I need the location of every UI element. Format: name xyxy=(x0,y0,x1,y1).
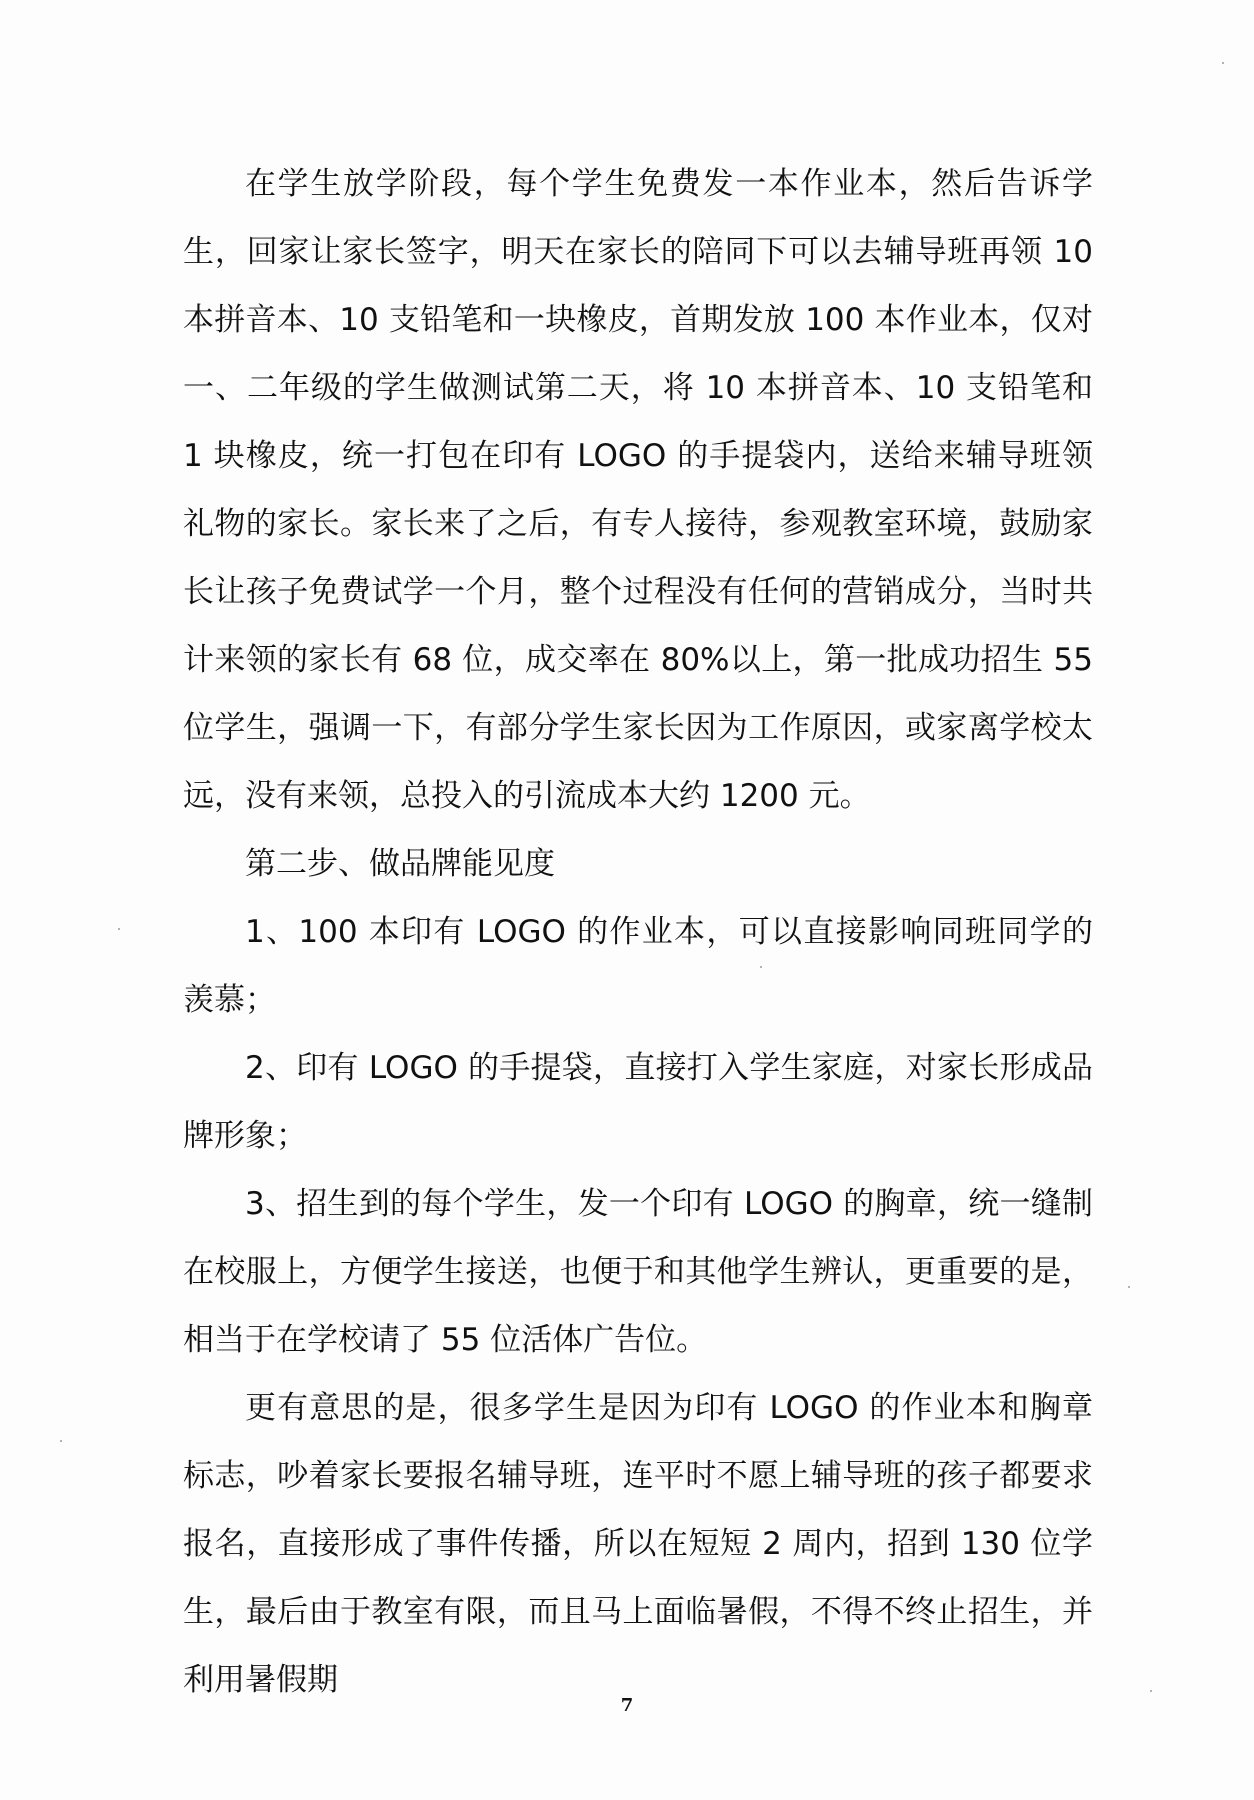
list-item-badges: 3、招生到的每个学生，发一个印有 LOGO 的胸章，统一缝制在校服上，方便学生接送，也便于和其他学生辨认，更重要的是，相当于在学校请了 55 位活体广告位。 xyxy=(183,1186,1093,1358)
section-heading: 第二步、做品牌能见度 xyxy=(245,846,555,882)
page-number: 7 xyxy=(620,1695,634,1716)
paragraph-trial-campaign: 在学生放学阶段，每个学生免费发一本作业本，然后告诉学生，回家让家长签字，明天在家长的陪同下可以去辅导班再领 10 本拼音本、10 支铅笔和一块橡皮，首期发放 100 本作业本，仅对一、二年级的学生做测试第二天，将 10 本拼音本、10 支铅笔和 1 块橡皮，统一打包在印有 LOGO 的手提袋内，送给来辅导班领礼物的家长。家长来了之后，有专人接待，参观教室环境，鼓励家长让孩子免费试学一个月，整个过程没有任何的营销成分，当时共计来领的家长有 68 位，成交率在 80%以上，第一批成功招生 55 位学生，强调一下，有部分学生家长因为工作原因，或家离学校太远，没有来领，总投入的引流成本大约 1200 元。 xyxy=(183,166,1093,814)
body-text xyxy=(183,150,1093,1714)
paragraph-word-of-mouth: 更有意思的是，很多学生是因为印有 LOGO 的作业本和胸章标志，吵着家长要报名辅导班，连平时不愿上辅导班的孩子都要求报名，直接形成了事件传播，所以在短短 2 周内，招到 130 位学生，最后由于教室有限，而且马上面临暑假，不得不终止招生，并利用暑假期 xyxy=(183,1390,1093,1698)
scan-speck xyxy=(60,1440,62,1442)
scan-speck xyxy=(760,966,762,968)
list-item-handbags: 2、印有 LOGO 的手提袋，直接打入学生家庭，对家长形成品牌形象； xyxy=(183,1050,1093,1154)
scan-speck xyxy=(118,928,120,930)
scan-speck xyxy=(1128,1286,1130,1288)
scan-speck xyxy=(1222,62,1224,64)
scan-speck xyxy=(1150,1690,1152,1692)
list-item-homework-books: 1、100 本印有 LOGO 的作业本，可以直接影响同班同学的羡慕； xyxy=(183,914,1093,1018)
